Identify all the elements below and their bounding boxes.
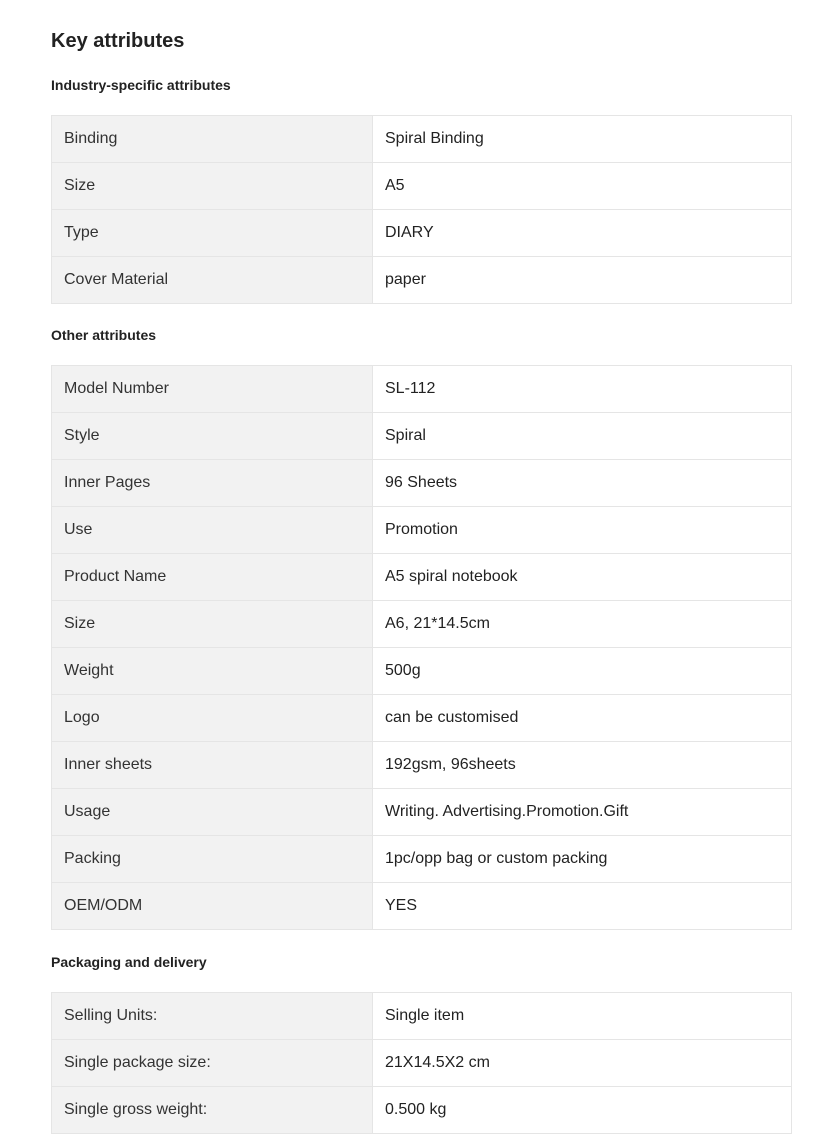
attribute-name: Type — [52, 210, 373, 257]
attribute-value: Single item — [373, 993, 792, 1040]
attribute-value: DIARY — [373, 210, 792, 257]
section-heading-industry-specific: Industry-specific attributes — [51, 77, 231, 93]
other-attributes-table — [51, 365, 792, 930]
packaging-delivery-table — [51, 992, 792, 1134]
attribute-value: paper — [373, 257, 792, 304]
table-row — [52, 116, 792, 163]
attribute-value: Spiral — [373, 413, 792, 460]
attribute-name: Single package size: — [52, 1040, 373, 1087]
attribute-name: Single gross weight: — [52, 1087, 373, 1134]
attribute-value: SL-112 — [373, 366, 792, 413]
attribute-name: Logo — [52, 695, 373, 742]
attribute-value: A5 — [373, 163, 792, 210]
attribute-value: 500g — [373, 648, 792, 695]
table-row — [52, 163, 792, 210]
attribute-value: can be customised — [373, 695, 792, 742]
attribute-name: Cover Material — [52, 257, 373, 304]
attribute-value: 96 Sheets — [373, 460, 792, 507]
table-row — [52, 413, 792, 460]
attribute-value: 21X14.5X2 cm — [373, 1040, 792, 1087]
attribute-value: 192gsm, 96sheets — [373, 742, 792, 789]
table-row — [52, 460, 792, 507]
table-row — [52, 648, 792, 695]
table-row — [52, 210, 792, 257]
page-title: Key attributes — [51, 30, 185, 52]
attribute-value: 1pc/opp bag or custom packing — [373, 836, 792, 883]
table-row — [52, 993, 792, 1040]
attribute-name: Inner Pages — [52, 460, 373, 507]
attribute-name: Size — [52, 601, 373, 648]
table-row — [52, 695, 792, 742]
attribute-value: YES — [373, 883, 792, 930]
table-row — [52, 789, 792, 836]
table-row — [52, 1087, 792, 1134]
industry-attributes-table — [51, 115, 792, 304]
attribute-name: OEM/ODM — [52, 883, 373, 930]
attribute-name: Size — [52, 163, 373, 210]
attribute-name: Usage — [52, 789, 373, 836]
attribute-value: Promotion — [373, 507, 792, 554]
table-row — [52, 836, 792, 883]
attribute-value: A6, 21*14.5cm — [373, 601, 792, 648]
attribute-value: Writing. Advertising.Promotion.Gift — [373, 789, 792, 836]
attribute-value: A5 spiral notebook — [373, 554, 792, 601]
attribute-value: Spiral Binding — [373, 116, 792, 163]
table-row — [52, 366, 792, 413]
table-row — [52, 742, 792, 789]
section-heading-other-attributes: Other attributes — [51, 327, 157, 343]
attribute-name: Inner sheets — [52, 742, 373, 789]
attribute-name: Use — [52, 507, 373, 554]
section-heading-packaging-delivery: Packaging and delivery — [51, 954, 207, 970]
table-row — [52, 257, 792, 304]
table-row — [52, 1040, 792, 1087]
attribute-name: Product Name — [52, 554, 373, 601]
table-row — [52, 883, 792, 930]
attribute-name: Model Number — [52, 366, 373, 413]
attribute-name: Packing — [52, 836, 373, 883]
attribute-value: 0.500 kg — [373, 1087, 792, 1134]
attribute-name: Style — [52, 413, 373, 460]
attribute-name: Binding — [52, 116, 373, 163]
table-row — [52, 601, 792, 648]
attribute-name: Selling Units: — [52, 993, 373, 1040]
table-row — [52, 507, 792, 554]
attribute-name: Weight — [52, 648, 373, 695]
table-row — [52, 554, 792, 601]
